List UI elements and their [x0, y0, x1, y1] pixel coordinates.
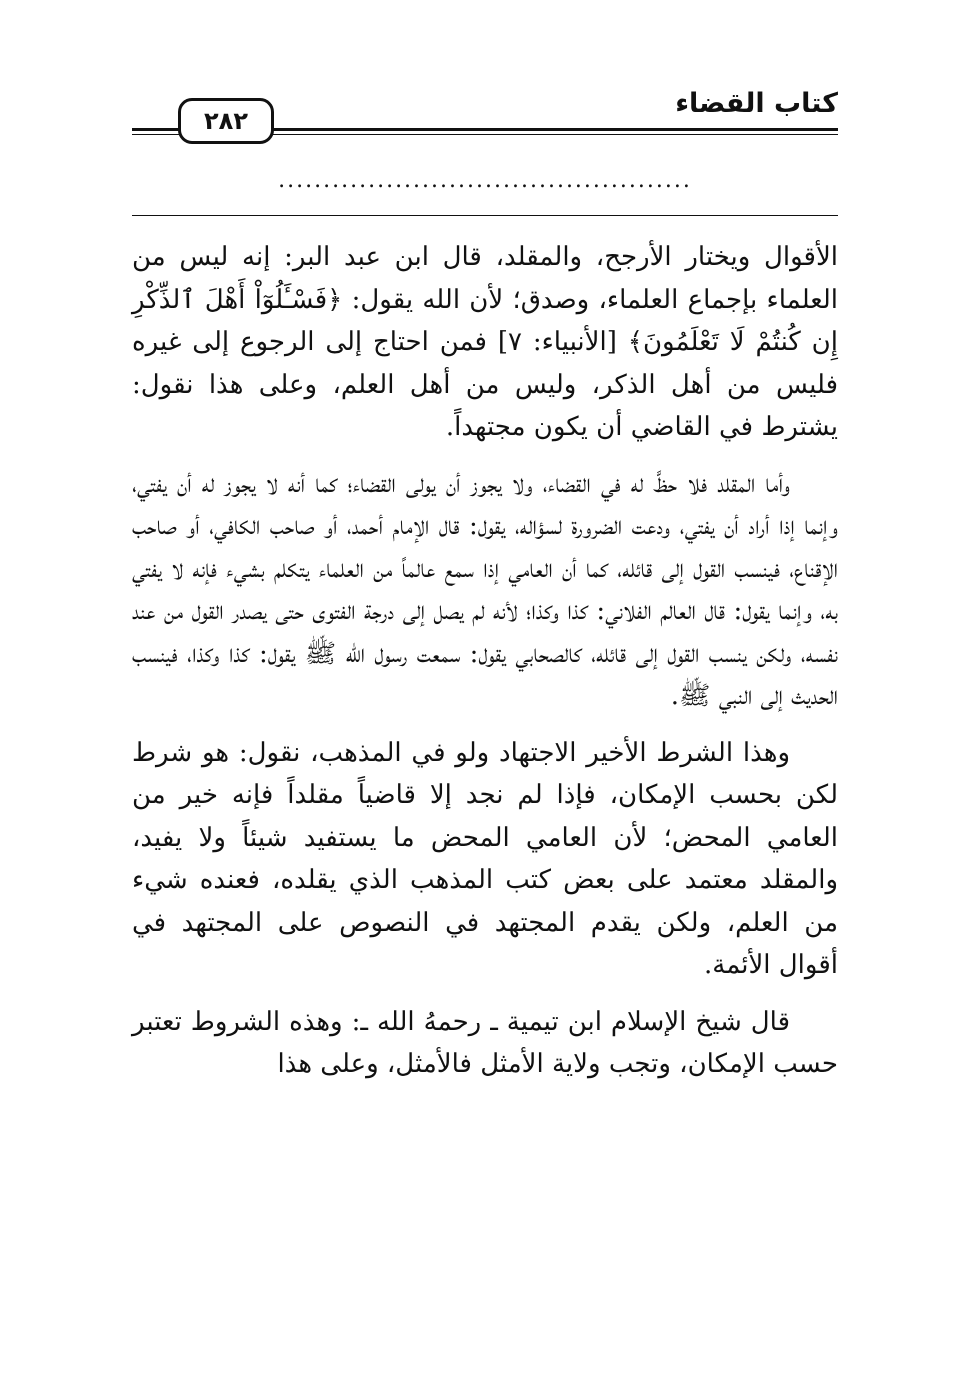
- running-title: كتاب القضاء: [675, 88, 838, 119]
- paragraph-1: الأقوال ويختار الأرجح، والمقلد، قال ابن عبد البر: إنه ليس من العلماء بإجماع العلماء، وصدق؛ لأن الله يقول: ﴿فَسْـَٔلُوٓاْ أَهْلَ ٱلذِّكْرِ إِن كُنتُمْ لَا تَعْلَمُونَ﴾ [الأنبياء: ٧] فمن احتاج إلى الرجوع إلى غيره فليس من أهل الذكر، وليس من أهل العلم، وعلى هذا نقول: يشترط في القاضي أن يكون مجتهداً.: [132, 242, 838, 442]
- paragraph-4: قال شيخ الإسلام ابن تيمية ـ رحمهُ الله ـ: وهذه الشروط تعتبر حسب الإمكان، وتجب ولاية الأمثل فالأمثل، وعلى هذا: [132, 1006, 838, 1079]
- separator-rule: [132, 215, 838, 216]
- page-header: [132, 78, 838, 138]
- dotted-separator: ..............................................: [278, 168, 692, 193]
- paragraph-3: وهذا الشرط الأخير الاجتهاد ولو في المذهب، نقول: هو شرط لكن بحسب الإمكان، فإذا لم نجد إلا قاضياً مقلداً فإنه خير من العامي المحض؛ لأن العامي المحض ما يستفيد شيئاً ولا يفيد، والمقلد معتمد على بعض كتب المذهب الذي يقلده، فعنده شيء من العلم، ولكن يقدم المجتهد في النصوص على المجتهد في أقوال الأئمة.: [132, 737, 838, 980]
- body-text: [132, 236, 838, 1100]
- paragraph-2: وأما المقلد فلا حظَّ له في القضاء، ولا يجوز أن يولى القضاء؛ كما أنه لا يجوز له أن يفتي، وإنما إذا أراد أن يفتي، ودعت الضرورة لسؤاله، يقول: قال الإمام أحمد، أو صاحب الكافي، أو صاحب الإقناع، فينسب القول إلى قائله، كما أن العامي إذا سمع عالماً من العلماء يتكلم بشيء فإنه لا يفتي به، وإنما يقول: قال العالم الفلاني: كذا وكذا؛ لأنه لم يصل إلى درجة الفتوى حتى يصدر القول من عند نفسه، ولكن ينسب القول إلى قائله، كالصحابي يقول: سمعت رسول الله ﷺ يقول: كذا وكذا، فينسب الحديث إلى النبي ﷺ.: [132, 468, 838, 711]
- page-number: ٢٨٢: [178, 98, 274, 144]
